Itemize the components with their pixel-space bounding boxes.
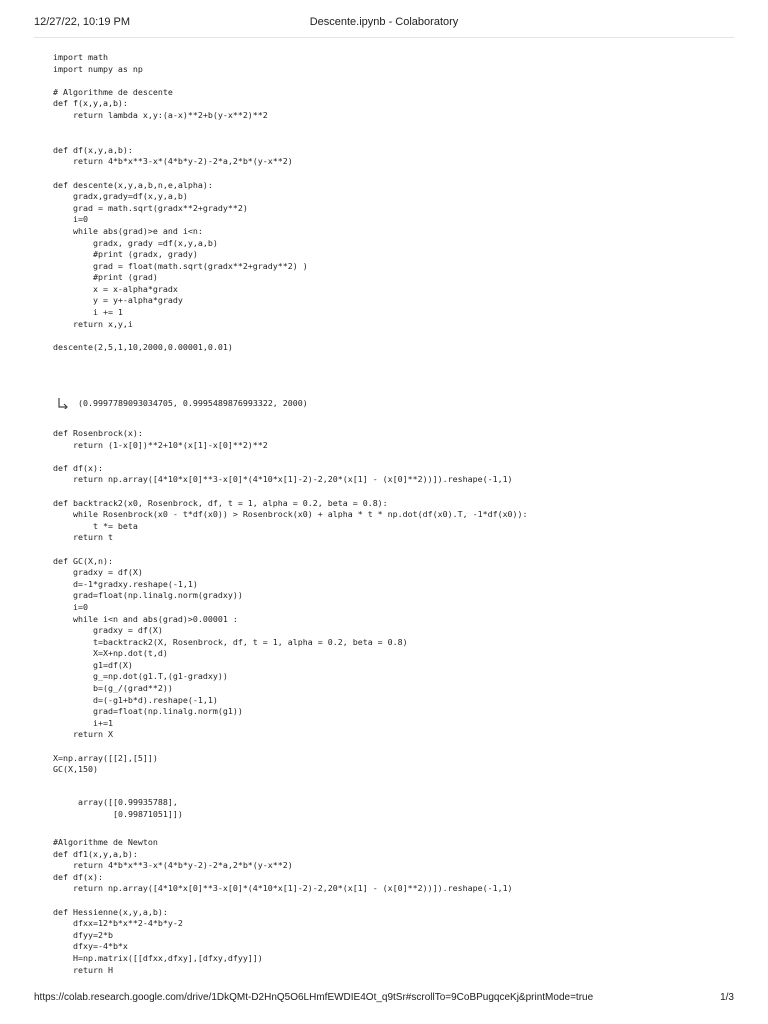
code-cell-rosenbrock[interactable]: def Rosenbrock(x): return (1-x[0])**2+10*(x[1]-x[0]**2)**2 def df(x): return np.array([4*10*x[0]**3-x[0]*(4*10*x[1]-2)-2,20*(x[1] - (x[0]**2))]).reshape(-1,1) def backtrack2(x0, Rosenbrock, df, t = 1, alpha = 0.2, beta = 0.8): while Rosenbrock(x0 - t*df(x0)) > Rosenbrock(x0) + alpha * t * np.dot(df(x0).T, -1*df(x0)): t *= beta return t def GC(X,n): gradxy = df(X) d=-1*gradxy.reshape(-1,1) grad=float(np.linalg.norm(gradxy)) i=0 while i<n and abs(grad)>0.00001 : gradxy = df(X) t=backtrack2(X, Rosenbrock, df, t = 1, alpha = 0.2, beta = 0.8) X=X+np.dot(t,d) g1=df(X) g_=np.dot(g1.T,(g1-gradxy)) b=(g_/(grad**2)) d=(-g1+b*d).reshape(-1,1) grad=float(np.linalg.norm(g1)) i+=1 return X X=np.array([[2],[5]]) GC(X,150) xyxy=(53,428,528,775)
print-header xyxy=(0,0,768,40)
page-url: https://colab.research.google.com/drive/1DkQMt-D2HnQ5O6LHmfEWDIE4Ot_q9tSr#scrollTo=9CoBPugqceKj&printMode=true xyxy=(34,992,594,1003)
output-arrow-icon[interactable] xyxy=(57,396,69,408)
print-footer xyxy=(0,990,768,1010)
cell-output-gc: array([[0.99935788], [0.99871051]]) xyxy=(78,797,183,819)
code-cell-newton[interactable]: #Algorithme de Newton def df1(x,y,a,b): return 4*b*x**3-x*(4*b*y-2)-2*a,2*b*(y-x**2) def df(x): return np.array([4*10*x[0]**3-x[0]*(4*10*x[1]-2)-2,20*(x[1] - (x[0]**2))]).reshape(-1,1) def Hessienne(x,y,a,b): dfxx=12*b*x**2-4*b*y-2 dfyy=2*b dfxy=-4*b*x H=np.matrix([[dfxx,dfxy],[dfxy,dfyy]]) return H xyxy=(53,837,513,975)
page-number: 1/3 xyxy=(720,992,734,1003)
cell-output-descente: (0.9997789093034705, 0.9995489876993322, 2000) xyxy=(78,398,308,408)
print-title: Descente.ipynb - Colaboratory xyxy=(309,16,459,28)
code-cell-descente[interactable]: import math import numpy as np # Algorithme de descente def f(x,y,a,b): return lambda x,y:(a-x)**2+b(y-x**2)**2 def df(x,y,a,b): return 4*b*x**3-x*(4*b*y-2)-2*a,2*b*(y-x**2) def descente(x,y,a,b,n,e,alpha): gradx,grady=df(x,y,a,b) grad = math.sqrt(gradx**2+grady**2) i=0 while abs(grad)>e and i<n: gradx, grady =df(x,y,a,b) #print (gradx, grady) grad = float(math.sqrt(gradx**2+grady**2) ) #print (grad) x = x-alpha*gradx y = y+-alpha*grady i += 1 return x,y,i descente(2,5,1,10,2000,0.00001,0.01) xyxy=(53,52,308,352)
print-datetime: 12/27/22, 10:19 PM xyxy=(34,16,131,28)
header-divider xyxy=(34,37,734,38)
